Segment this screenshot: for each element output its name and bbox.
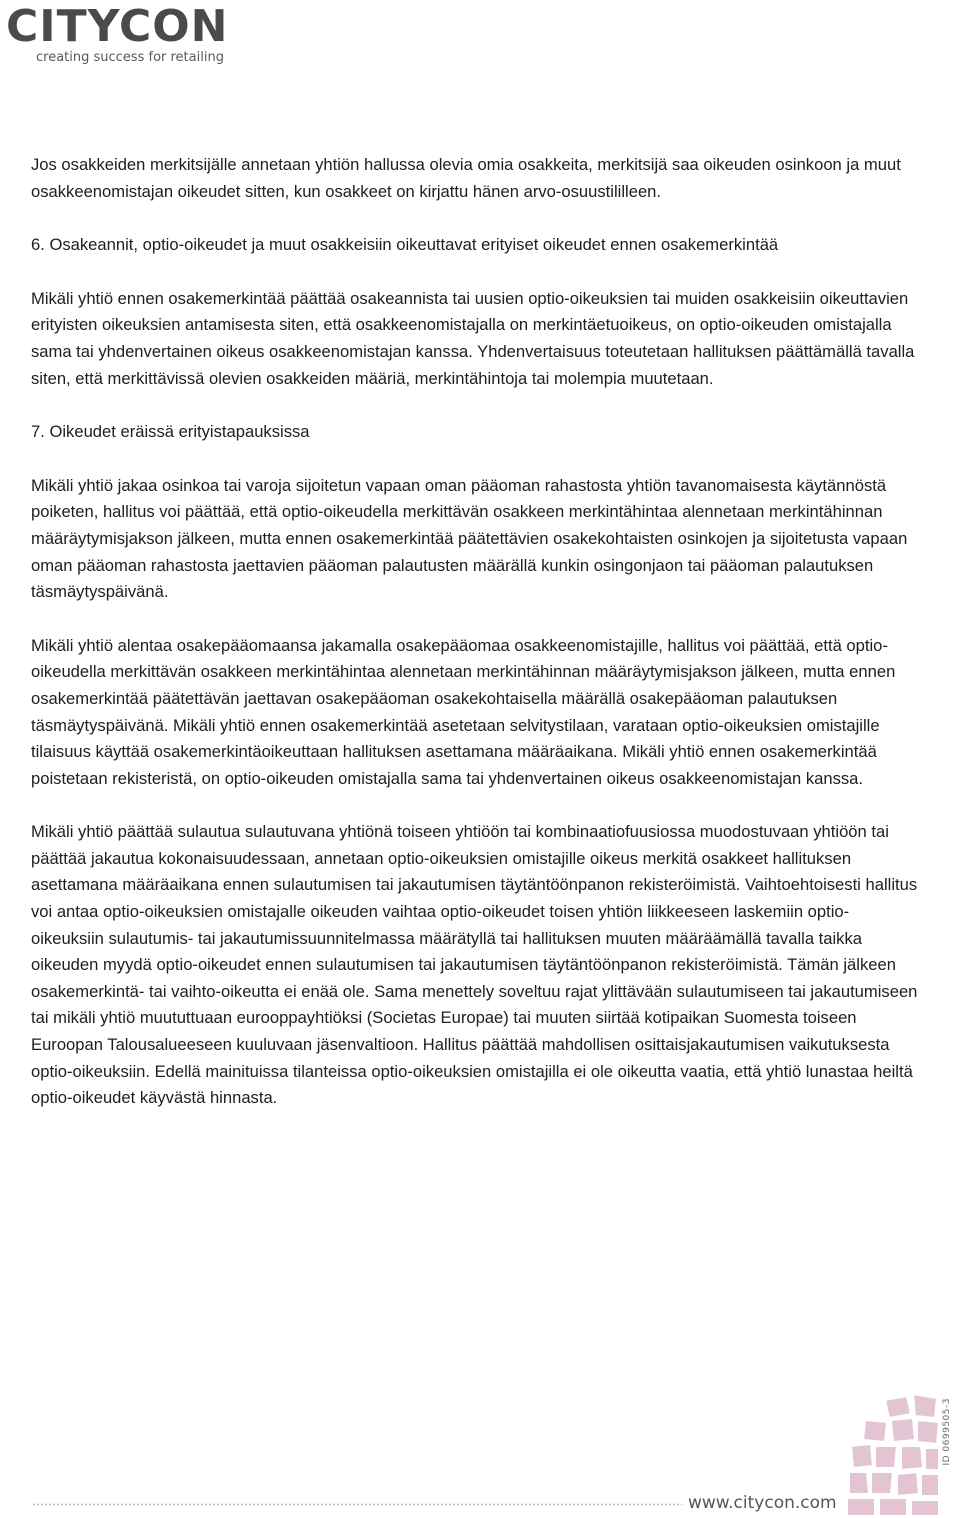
paragraph-dividend-adjustment: Mikäli yhtiö jakaa osinkoa tai varoja sijoitetun vapaan oman pääoman rahastosta yhtiön tavanomaisesta käytännöstä poiketen, hallitus voi päättää, että optio-oikeudella merkittävän osakkeen merkintähintaa alennetaan merkintähinnan määräytymisjakson jälkeen, mutta ennen osakemerkintää päätettävien osakekohtaisten osinkojen ja sijoitetusta vapaan oman pääoman rahastosta jaettavien pääoman palautusten määrällä kunkin osingonjaon tai pääoman palautuksen täsmäytyspäivänä. [31, 475, 908, 602]
footer-url: www.citycon.com [688, 1493, 837, 1513]
mosaic-decoration [845, 1390, 941, 1518]
section-heading-7: 7. Oikeudet eräissä erityistapauksissa [31, 422, 310, 442]
logo-wordmark: CITYCON [6, 1, 229, 52]
document-body [31, 152, 921, 1112]
paragraph-own-shares: Jos osakkeiden merkitsijälle annetaan yhtiön hallussa olevia omia osakkeita, merkitsijä saa oikeuden osinkoon ja muut osakkeenomistajan oikeudet sitten, kun osakkeet on kirjattu hänen arvo-osuustililleen. [31, 155, 901, 201]
citycon-logo [6, 1, 246, 68]
document-id: ID 0699505-3 [942, 1398, 952, 1466]
paragraph-merger: Mikäli yhtiö päättää sulautua sulautuvana yhtiönä toiseen yhtiöön tai kombinaatiofuusiossa muodostuvaan yhtiöön tai päättää jakautua kokonaisuudessaan, annetaan optio-oikeuksien omistajille oikeus merkitä osakkeet hallituksen asettamana määräaikana ennen sulautumisen tai jakautumisen täytäntöönpanon rekisteröimistä. Vaihtoehtoisesti hallitus voi antaa optio-oikeuksien omistajalle oikeuden vaihtaa optio-oikeudet toisen yhtiön liikkeeseen laskemiin optio-oikeuksiin sulautumis- tai jakautumissuunnitelmassa määrätyllä tai hallituksen muuten määräämällä tavalla taikka oikeuden myydä optio-oikeudet ennen sulautumisen tai jakautumisen täytäntöönpanon rekisteröimistä. Tämän jälkeen osakemerkintä- tai vaihto-oikeutta ei enää ole. Sama menettely soveltuu rajat ylittävään sulautumiseen tai jakautumiseen tai mikäli yhtiö muututtuaan eurooppayhtiöksi (Societas Europae) tai muuten siirtää kotipaikan Suomesta toiseen Euroopan Talousalueeseen kuuluvaan jäsenvaltioon. Hallitus päättää mahdollisen osittaisjakautumisen vaikutuksesta optio-oikeuksiin. Edellä mainituissa tilanteissa optio-oikeuksien omistajilla ei ole oikeutta vaatia, että yhtiö lunastaa heiltä optio-oikeudet käyvästä hinnasta. [31, 822, 918, 1108]
paragraph-share-issues: Mikäli yhtiö ennen osakemerkintää päättää osakeannista tai uusien optio-oikeuksien tai muiden osakkeisiin oikeuttavien erityisten oikeuksien antamisesta siten, että osakkeenomistajalla on merkintäetuoikeus, on optio-oikeuden omistajalla sama tai yhdenvertainen oikeus osakkeenomistajan kanssa. Yhdenvertaisuus toteutetaan hallituksen päättämällä tavalla siten, että merkittävissä olevien osakkeiden määriä, merkintähintoja tai molempia muutetaan. [31, 288, 915, 388]
logo-tagline: creating success for retailing [36, 50, 224, 65]
section-heading-6: 6. Osakeannit, optio-oikeudet ja muut osakkeisiin oikeuttavat erityiset oikeudet ennen osakemerkintää [31, 235, 779, 255]
footer-dotted-line [32, 1503, 682, 1506]
paragraph-capital-reduction: Mikäli yhtiö alentaa osakepääomaansa jakamalla osakepääomaa osakkeenomistajille, hallitus voi päättää, että optio-oikeudella merkittävän osakkeen merkintähintaa alennetaan merkintähinnan määräytymisjakson jälkeen, mutta ennen osakemerkintää päätettävän jaettavan osakepääoman osakekohtaisella määrällä osakepääoman palautuksen täsmäytyspäivänä. Mikäli yhtiö ennen osakemerkintää asetetaan selvitystilaan, varataan optio-oikeuksien omistajille tilaisuus käyttää osakemerkintäoikeuttaan hallituksen asettamana määräaikana. Mikäli yhtiö ennen osakemerkintää poistetaan rekisteristä, on optio-oikeuden omistajalla sama tai yhdenvertainen oikeus osakkeenomistajan kanssa. [31, 635, 896, 788]
